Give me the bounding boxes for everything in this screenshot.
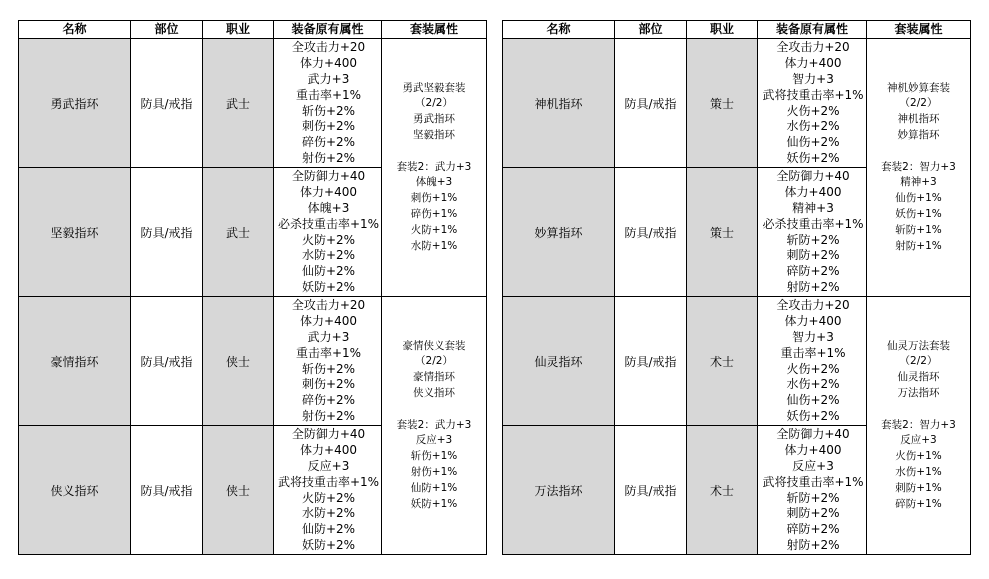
attribute-line: 体力+400 [300, 56, 357, 71]
attribute-line: 水防+2% [301, 248, 356, 263]
item-slot: 防具/戒指 [131, 168, 203, 297]
attribute-line: 仙伤+2% [786, 135, 840, 150]
attribute-line: 全攻击力+20 [291, 298, 366, 313]
set-spacer [867, 402, 970, 418]
attribute-line: 妖伤+2% [786, 150, 840, 165]
header-slot: 部位 [615, 21, 687, 39]
attribute-line: 碎防+2% [786, 522, 840, 537]
attribute-line: 必杀技重击率+1% [277, 216, 380, 231]
set-line: （2/2） [415, 97, 453, 110]
attribute-line: 智力+3 [792, 329, 834, 344]
attribute-line: 仙伤+2% [786, 393, 840, 408]
attribute-line: 水伤+2% [786, 119, 840, 134]
item-slot: 防具/戒指 [615, 39, 687, 168]
attribute-line: 体力+400 [784, 314, 842, 329]
attribute-line: 重击率+1% [780, 345, 846, 360]
set-spacer [382, 402, 486, 418]
header-slot: 部位 [131, 21, 203, 39]
set-line: 斩防+1% [895, 223, 942, 236]
item-attributes [758, 168, 867, 297]
table-row [503, 297, 971, 426]
attribute-line: 火伤+2% [786, 103, 840, 118]
set-line: 射防+1% [895, 239, 942, 252]
header-row [19, 21, 487, 39]
item-job: 策士 [687, 39, 758, 168]
attribute-line: 反应+3 [307, 458, 350, 473]
item-name: 仙灵指环 [503, 297, 615, 426]
attribute-line: 仙防+2% [301, 264, 356, 279]
attribute-line: 体力+400 [784, 185, 842, 200]
attribute-line: 射防+2% [786, 537, 840, 552]
item-name: 侠义指环 [19, 426, 131, 555]
attribute-line: 重击率+1% [295, 345, 362, 360]
attribute-line: 重击率+1% [295, 87, 362, 102]
item-job: 侠士 [203, 297, 274, 426]
attribute-line: 武将技重击率+1% [762, 87, 864, 102]
header-set-attributes: 套装属性 [867, 21, 971, 39]
attribute-line: 体力+400 [300, 443, 357, 458]
attribute-line: 妖防+2% [301, 279, 356, 294]
attribute-line: 碎伤+2% [301, 135, 356, 150]
item-slot: 防具/戒指 [131, 426, 203, 555]
set-line: （2/2） [899, 355, 938, 368]
attribute-line: 体魄+3 [307, 200, 350, 215]
equipment-table-right [502, 20, 971, 555]
set-line: 套装2：武力+3 [396, 418, 472, 431]
item-name: 豪情指环 [19, 297, 131, 426]
attribute-line: 反应+3 [792, 458, 834, 473]
set-line: 体魄+3 [415, 176, 453, 189]
table-row [19, 39, 487, 168]
set-attributes [867, 297, 971, 555]
header-job: 职业 [687, 21, 758, 39]
header-set-attributes: 套装属性 [382, 21, 487, 39]
item-name: 妙算指环 [503, 168, 615, 297]
item-attributes [758, 39, 867, 168]
attribute-line: 体力+400 [300, 314, 357, 329]
header-name: 名称 [503, 21, 615, 39]
set-line: 豪情侠义套装 [402, 339, 466, 352]
item-name: 神机指环 [503, 39, 615, 168]
set-line: 坚毅指环 [413, 129, 455, 141]
attribute-line: 全防御力+40 [291, 169, 366, 184]
attribute-line: 斩伤+2% [301, 103, 356, 118]
set-line: 套装2：武力+3 [396, 160, 472, 173]
attribute-line: 武将技重击率+1% [762, 474, 864, 489]
set-attributes [382, 297, 487, 555]
attribute-line: 妖防+2% [301, 537, 356, 552]
item-job: 武士 [203, 39, 274, 168]
attribute-line: 碎防+2% [786, 264, 840, 279]
attribute-line: 射防+2% [786, 279, 840, 294]
attribute-line: 斩伤+2% [301, 361, 356, 376]
table-row [19, 297, 487, 426]
set-line: 神机指环 [897, 113, 940, 126]
item-job: 策士 [687, 168, 758, 297]
item-attributes [274, 297, 382, 426]
attribute-line: 射伤+2% [301, 150, 356, 165]
attribute-line: 全攻击力+20 [776, 40, 850, 55]
attribute-line: 刺防+2% [786, 248, 840, 263]
item-slot: 防具/戒指 [131, 297, 203, 426]
set-line: 反应+3 [900, 434, 937, 447]
item-job: 侠士 [203, 426, 274, 555]
header-name: 名称 [19, 21, 131, 39]
attribute-line: 火防+2% [301, 490, 356, 505]
attribute-line: 全防御力+40 [291, 427, 366, 442]
attribute-line: 斩防+2% [786, 232, 840, 247]
set-line: 精神+3 [900, 176, 937, 189]
set-line: 万法指环 [897, 387, 940, 399]
attribute-line: 刺伤+2% [301, 119, 356, 134]
set-line: 仙伤+1% [895, 192, 942, 205]
set-line: 火防+1% [410, 223, 458, 236]
set-line: 神机妙算套装 [887, 81, 950, 94]
attribute-line: 碎伤+2% [301, 393, 356, 408]
item-slot: 防具/戒指 [131, 39, 203, 168]
set-line: 反应+3 [415, 434, 453, 447]
set-line: 套装2：智力+3 [881, 160, 956, 173]
set-line: 勇武坚毅套装 [402, 81, 466, 94]
attribute-line: 火防+2% [301, 232, 356, 247]
item-slot: 防具/戒指 [615, 297, 687, 426]
attribute-line: 武力+3 [307, 71, 350, 86]
set-line: 火伤+1% [895, 450, 942, 463]
set-line: 豪情指环 [413, 371, 455, 384]
set-line: 水防+1% [410, 239, 458, 252]
equipment-table-left [18, 20, 487, 555]
attribute-line: 全攻击力+20 [776, 298, 850, 313]
item-attributes [758, 297, 867, 426]
attribute-line: 水伤+2% [786, 377, 840, 392]
attribute-line: 火伤+2% [786, 361, 840, 376]
item-attributes [274, 168, 382, 297]
set-line: 妖防+1% [410, 497, 458, 510]
item-job: 术士 [687, 426, 758, 555]
attribute-line: 体力+400 [300, 185, 357, 200]
item-job: 武士 [203, 168, 274, 297]
attribute-line: 全防御力+40 [776, 427, 850, 442]
header-attributes: 装备原有属性 [274, 21, 382, 39]
set-line: 碎防+1% [895, 497, 942, 510]
set-line: 刺伤+1% [410, 192, 458, 205]
item-attributes [274, 39, 382, 168]
set-line: 妖伤+1% [895, 207, 942, 220]
attribute-line: 射伤+2% [301, 408, 356, 423]
set-line: 仙灵指环 [897, 371, 940, 384]
attribute-line: 武力+3 [307, 329, 350, 344]
item-attributes [274, 426, 382, 555]
item-name: 坚毅指环 [19, 168, 131, 297]
set-attributes [867, 39, 971, 297]
attribute-line: 武将技重击率+1% [277, 474, 380, 489]
header-job: 职业 [203, 21, 274, 39]
set-line: 套装2：智力+3 [881, 418, 956, 431]
set-attributes [382, 39, 487, 297]
attribute-line: 智力+3 [792, 71, 834, 86]
set-line: 妙算指环 [897, 129, 940, 141]
item-job: 术士 [687, 297, 758, 426]
set-line: 水伤+1% [895, 465, 942, 478]
attribute-line: 仙防+2% [301, 522, 356, 537]
attribute-line: 刺伤+2% [301, 377, 356, 392]
set-spacer [382, 144, 486, 160]
attribute-line: 体力+400 [784, 443, 842, 458]
set-line: 勇武指环 [413, 113, 455, 126]
table-row [503, 39, 971, 168]
item-attributes [758, 426, 867, 555]
set-line: 侠义指环 [413, 387, 455, 399]
item-slot: 防具/戒指 [615, 168, 687, 297]
attribute-line: 精神+3 [792, 200, 834, 215]
item-name: 勇武指环 [19, 39, 131, 168]
set-line: （2/2） [415, 355, 453, 368]
attribute-line: 全防御力+40 [776, 169, 850, 184]
set-line: 碎伤+1% [410, 207, 458, 220]
set-line: 仙灵万法套装 [887, 339, 950, 352]
set-spacer [867, 144, 970, 160]
attribute-line: 必杀技重击率+1% [762, 216, 864, 231]
attribute-line: 水防+2% [301, 506, 356, 521]
attribute-line: 体力+400 [784, 56, 842, 71]
item-slot: 防具/戒指 [615, 426, 687, 555]
set-line: 刺防+1% [895, 481, 942, 494]
set-line: 斩伤+1% [410, 450, 458, 463]
attribute-line: 刺防+2% [786, 506, 840, 521]
attribute-line: 全攻击力+20 [291, 40, 366, 55]
attribute-line: 妖伤+2% [786, 408, 840, 423]
attribute-line: 斩防+2% [786, 490, 840, 505]
header-attributes: 装备原有属性 [758, 21, 867, 39]
set-line: 射伤+1% [410, 465, 458, 478]
set-line: 仙防+1% [410, 481, 458, 494]
item-name: 万法指环 [503, 426, 615, 555]
header-row [503, 21, 971, 39]
set-line: （2/2） [899, 97, 938, 110]
